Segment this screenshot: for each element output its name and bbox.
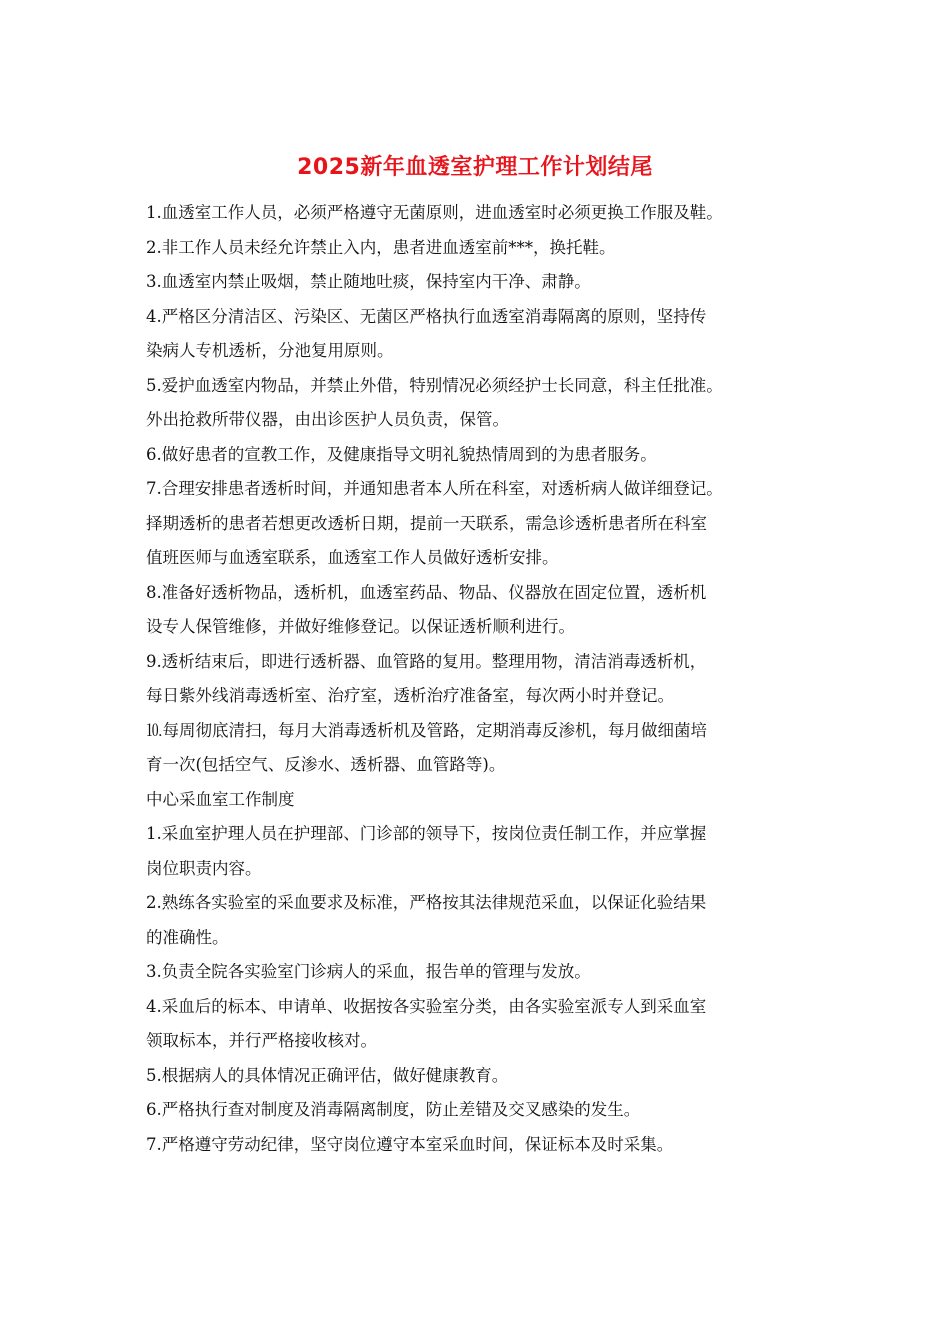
paragraph-line: 岗位职责内容。 [146, 858, 262, 878]
paragraph-line: 4.严格区分清洁区、污染区、无菌区严格执行血透室消毒隔离的原则，坚持传 [146, 306, 707, 326]
paragraph-line: 9.透析结束后，即进行透析器、血管路的复用。整理用物，清洁消毒透析机， [146, 651, 707, 671]
paragraph [146, 1093, 816, 1128]
paragraph-line: 设专人保管维修，并做好维修登记。以保证透析顺利进行。 [146, 617, 575, 636]
paragraph-line: 育一次(包括空气、反渗水、透析器、血管路等)。 [146, 755, 506, 774]
paragraph [146, 576, 816, 645]
paragraph-line: 1.血透室工作人员，必须严格遵守无菌原则，进血透室时必须更换工作服及鞋。 [146, 203, 723, 222]
paragraph-line: 2.熟练各实验室的采血要求及标准，严格按其法律规范采血，以保证化验结果 [146, 893, 707, 912]
paragraph-line: 中心采血室工作制度 [146, 789, 295, 809]
document-title: 2025新年血透室护理工作计划结尾 [297, 155, 653, 180]
paragraph-line: 的准确性。 [146, 927, 229, 947]
paragraph [146, 645, 816, 714]
paragraph-line: 值班医师与血透室联系，血透室工作人员做好透析安排。 [146, 548, 559, 567]
paragraph-line: ⒑每周彻底清扫，每月大消毒透析机及管路，定期消毒反渗机，每月做细菌培 [146, 720, 707, 740]
paragraph-line: 5.爱护血透室内物品，并禁止外借，特别情况必须经护士长同意，科主任批准。 [146, 375, 723, 395]
paragraph-line: 2.非工作人员未经允许禁止入内，患者进血透室前***，换托鞋。 [146, 237, 616, 257]
paragraph-line: 6.严格执行查对制度及消毒隔离制度，防止差错及交叉感染的发生。 [146, 1100, 641, 1119]
paragraph-line: 1.采血室护理人员在护理部、门诊部的领导下，按岗位责任制工作，并应掌握 [146, 824, 707, 843]
paragraph-line: 染病人专机透析，分池复用原则。 [146, 341, 394, 360]
paragraph [146, 369, 816, 438]
paragraph [146, 783, 816, 818]
paragraph-line: 7.合理安排患者透析时间，并通知患者本人所在科室，对透析病人做详细登记。 [146, 479, 723, 498]
paragraph [146, 300, 816, 369]
paragraph-line: 每日紫外线消毒透析室、治疗室，透析治疗准备室，每次两小时并登记。 [146, 686, 674, 705]
paragraph-line: 6.做好患者的宣教工作，及健康指导文明礼貌热情周到的为患者服务。 [146, 444, 657, 464]
paragraph-line: 择期透析的患者若想更改透析日期，提前一天联系，需急诊透析患者所在科室 [146, 513, 707, 533]
paragraph [146, 990, 816, 1059]
paragraph-line: 领取标本，并行严格接收核对。 [146, 1031, 377, 1050]
document-body [146, 196, 816, 1162]
paragraph-line: 3.负责全院各实验室门诊病人的采血，报告单的管理与发放。 [146, 962, 591, 981]
paragraph-line: 8.准备好透析物品，透析机，血透室药品、物品、仪器放在固定位置，透析机 [146, 582, 707, 602]
paragraph-line: 7.严格遵守劳动纪律，坚守岗位遵守本室采血时间，保证标本及时采集。 [146, 1134, 674, 1154]
paragraph [146, 265, 816, 300]
paragraph-line: 5.根据病人的具体情况正确评估，做好健康教育。 [146, 1065, 509, 1085]
paragraph [146, 886, 816, 955]
paragraph [146, 955, 816, 990]
paragraph [146, 1128, 816, 1163]
paragraph-line: 3.血透室内禁止吸烟，禁止随地吐痰，保持室内干净、肃静。 [146, 272, 591, 291]
paragraph [146, 438, 816, 473]
paragraph-line: 4.采血后的标本、申请单、收据按各实验室分类，由各实验室派专人到采血室 [146, 996, 707, 1016]
paragraph [146, 472, 816, 576]
paragraph [146, 1059, 816, 1094]
paragraph [146, 231, 816, 266]
paragraph [146, 196, 816, 231]
paragraph [146, 714, 816, 783]
paragraph [146, 817, 816, 886]
paragraph-line: 外出抢救所带仪器，由出诊医护人员负责，保管。 [146, 410, 509, 429]
